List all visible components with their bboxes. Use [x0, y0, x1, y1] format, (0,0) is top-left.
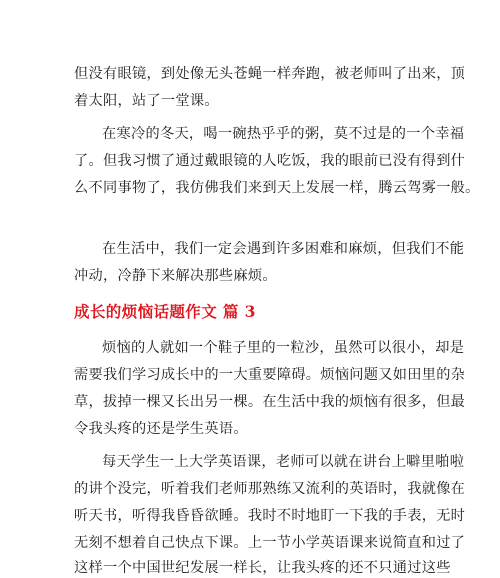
paragraph-1-line-1: 但没有眼镜，到处像无头苍蝇一样奔跑，被老师叫了出来，顶: [74, 66, 466, 82]
paragraph-2-line-1: 在寒冷的冬天，喝一碗热乎乎的粥，莫不过是的一个幸福: [102, 126, 465, 142]
paragraph-3-line-2: 冲动，冷静下来解决那些麻烦。: [74, 268, 277, 284]
paragraph-2-line-2: 了。但我习惯了通过戴眼镜的人吃饭，我的眼前已没有得到什: [74, 153, 466, 169]
paragraph-5-line-3: 听天书，听得我昏昏欲睡。我时不时地盯一下我的手表，无时: [74, 508, 466, 524]
paragraph-4-line-2: 需要我们学习成长中的一大重要障碍。烦恼问题又如田里的杂: [74, 367, 466, 383]
paragraph-5-line-1: 每天学生一上大学英语课，老师可以就在讲台上噼里啪啦: [102, 454, 465, 470]
paragraph-5-line-5: 这样一个中国世纪发展一样长，让我头疼的还不只通过这些: [74, 560, 451, 576]
paragraph-5-line-2: 的讲个没完，听着我们老师那熟练又流利的英语时，我就像在: [74, 481, 466, 497]
section-heading: 成长的烦恼话题作文 篇 3: [74, 302, 256, 321]
paragraph-4-line-3: 草，拔掉一棵又长出另一棵。在生活中我的烦恼有很多，但最: [74, 394, 466, 410]
paragraph-5-line-4: 无刻不想着自己快点下课。上一节小学英语课来说简直和过了: [74, 535, 466, 551]
paragraph-4-line-1: 烦恼的人就如一个鞋子里的一粒沙，虽然可以很小，却是: [102, 340, 465, 356]
paragraph-1-line-2: 着太阳，站了一堂课。: [74, 93, 219, 109]
paragraph-3-line-1: 在生活中，我们一定会遇到许多困难和麻烦，但我们不能: [102, 241, 465, 257]
paragraph-2-line-3: 么不同事物了，我仿佛我们来到天上发展一样，腾云驾雾一般。: [74, 180, 480, 196]
paragraph-4-line-4: 令我头疼的还是学生英语。: [74, 421, 248, 437]
